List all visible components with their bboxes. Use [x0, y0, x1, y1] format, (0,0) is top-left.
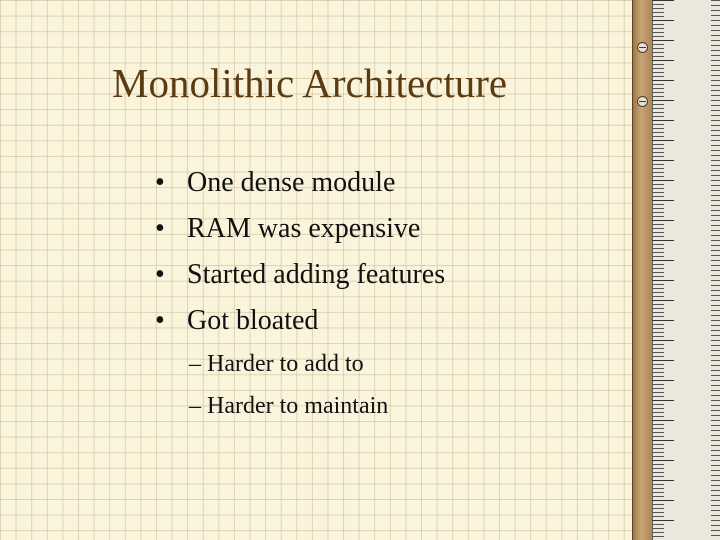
bullet-text: Started adding features [187, 259, 446, 290]
bullet-icon: • [155, 259, 165, 290]
ruler-major-ticks [652, 0, 674, 540]
ruler-wood-strip [632, 0, 653, 540]
bullet-text: RAM was expensive [187, 213, 421, 244]
bullet-text: Got bloated [187, 305, 319, 336]
bullet-item [155, 206, 445, 252]
bullet-icon: • [155, 305, 165, 336]
bullet-icon: • [155, 213, 165, 244]
slide-title: Monolithic Architecture [112, 60, 508, 106]
screw-icon [637, 96, 648, 107]
bullet-item [155, 160, 445, 206]
sub-bullet-item: – Harder to add to [189, 351, 364, 377]
sub-bullet-item: – Harder to maintain [189, 393, 389, 419]
bullet-item [155, 298, 445, 344]
bullet-icon: • [155, 167, 165, 198]
bullet-text: One dense module [187, 167, 396, 198]
sub-bullet-list [189, 343, 388, 427]
screw-icon [637, 42, 648, 53]
bullet-item [155, 252, 445, 298]
bullet-list [155, 160, 445, 344]
